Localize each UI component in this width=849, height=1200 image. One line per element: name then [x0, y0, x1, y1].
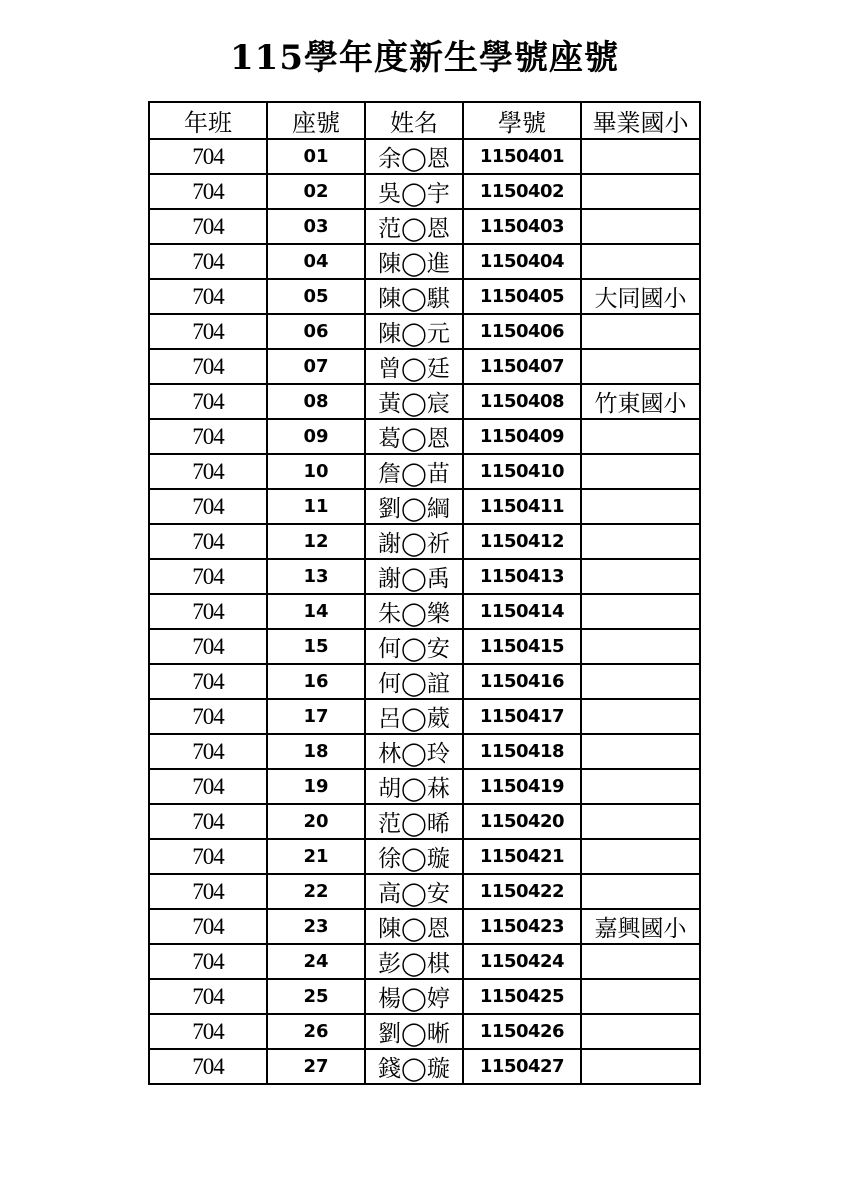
seat-number-cell: 05 — [267, 279, 365, 314]
class-cell: 704 — [149, 139, 267, 174]
student-id-cell: 1150405 — [463, 279, 581, 314]
student-id-cell: 1150415 — [463, 629, 581, 664]
class-cell: 704 — [149, 454, 267, 489]
table-row — [149, 279, 700, 314]
seat-number-cell: 01 — [267, 139, 365, 174]
class-cell: 704 — [149, 314, 267, 349]
seat-number-cell: 22 — [267, 874, 365, 909]
elementary-school-cell — [581, 979, 700, 1014]
elementary-school-cell — [581, 629, 700, 664]
table-row — [149, 909, 700, 944]
table-row — [149, 979, 700, 1014]
elementary-school-cell — [581, 489, 700, 524]
student-name-cell: 錢◯璇 — [365, 1049, 463, 1084]
elementary-school-cell — [581, 664, 700, 699]
student-id-cell: 1150427 — [463, 1049, 581, 1084]
table-row — [149, 559, 700, 594]
student-id-cell: 1150410 — [463, 454, 581, 489]
table-row — [149, 174, 700, 209]
seat-number-cell: 23 — [267, 909, 365, 944]
class-cell: 704 — [149, 874, 267, 909]
elementary-school-cell — [581, 524, 700, 559]
seat-number-cell: 21 — [267, 839, 365, 874]
student-id-cell: 1150426 — [463, 1014, 581, 1049]
student-id-cell: 1150423 — [463, 909, 581, 944]
student-name-cell: 范◯恩 — [365, 209, 463, 244]
elementary-school-cell — [581, 734, 700, 769]
table-row — [149, 1049, 700, 1084]
elementary-school-cell — [581, 209, 700, 244]
seat-number-cell: 03 — [267, 209, 365, 244]
student-id-cell: 1150417 — [463, 699, 581, 734]
header-seat-number: 座號 — [267, 102, 365, 139]
seat-number-cell: 04 — [267, 244, 365, 279]
student-id-cell: 1150407 — [463, 349, 581, 384]
student-id-cell: 1150412 — [463, 524, 581, 559]
elementary-school-cell — [581, 839, 700, 874]
class-cell: 704 — [149, 594, 267, 629]
table-row — [149, 664, 700, 699]
elementary-school-cell — [581, 804, 700, 839]
seat-number-cell: 10 — [267, 454, 365, 489]
seat-number-cell: 11 — [267, 489, 365, 524]
student-id-cell: 1150420 — [463, 804, 581, 839]
seat-number-cell: 19 — [267, 769, 365, 804]
student-name-cell: 陳◯進 — [365, 244, 463, 279]
seat-number-cell: 08 — [267, 384, 365, 419]
class-cell: 704 — [149, 664, 267, 699]
student-name-cell: 朱◯樂 — [365, 594, 463, 629]
seat-number-cell: 15 — [267, 629, 365, 664]
seat-number-cell: 26 — [267, 1014, 365, 1049]
student-id-cell: 1150421 — [463, 839, 581, 874]
seat-number-cell: 24 — [267, 944, 365, 979]
table-row — [149, 839, 700, 874]
student-name-cell: 曾◯廷 — [365, 349, 463, 384]
table-row — [149, 594, 700, 629]
student-name-cell: 謝◯禹 — [365, 559, 463, 594]
seat-number-cell: 12 — [267, 524, 365, 559]
student-id-cell: 1150402 — [463, 174, 581, 209]
elementary-school-cell — [581, 139, 700, 174]
student-id-cell: 1150422 — [463, 874, 581, 909]
class-cell: 704 — [149, 209, 267, 244]
header-student-id: 學號 — [463, 102, 581, 139]
class-cell: 704 — [149, 524, 267, 559]
student-name-cell: 詹◯苗 — [365, 454, 463, 489]
student-name-cell: 吳◯宇 — [365, 174, 463, 209]
seat-number-cell: 09 — [267, 419, 365, 454]
page-title: 115學年度新生學號座號 — [230, 38, 619, 78]
class-cell: 704 — [149, 629, 267, 664]
class-cell: 704 — [149, 279, 267, 314]
elementary-school-cell: 大同國小 — [581, 279, 700, 314]
table-row — [149, 349, 700, 384]
seat-number-cell: 16 — [267, 664, 365, 699]
table-row — [149, 314, 700, 349]
elementary-school-cell — [581, 174, 700, 209]
table-row — [149, 874, 700, 909]
student-id-cell: 1150419 — [463, 769, 581, 804]
table-row — [149, 769, 700, 804]
header-class: 年班 — [149, 102, 267, 139]
class-cell: 704 — [149, 349, 267, 384]
student-id-cell: 1150416 — [463, 664, 581, 699]
elementary-school-cell — [581, 314, 700, 349]
class-cell: 704 — [149, 909, 267, 944]
student-name-cell: 徐◯璇 — [365, 839, 463, 874]
seat-number-cell: 13 — [267, 559, 365, 594]
student-name-cell: 呂◯葳 — [365, 699, 463, 734]
student-name-cell: 陳◯元 — [365, 314, 463, 349]
seat-number-cell: 06 — [267, 314, 365, 349]
elementary-school-cell: 嘉興國小 — [581, 909, 700, 944]
student-name-cell: 何◯誼 — [365, 664, 463, 699]
student-id-cell: 1150418 — [463, 734, 581, 769]
elementary-school-cell: 竹東國小 — [581, 384, 700, 419]
elementary-school-cell — [581, 1049, 700, 1084]
student-id-cell: 1150408 — [463, 384, 581, 419]
student-name-cell: 陳◯恩 — [365, 909, 463, 944]
seat-number-cell: 17 — [267, 699, 365, 734]
elementary-school-cell — [581, 419, 700, 454]
student-id-cell: 1150404 — [463, 244, 581, 279]
student-name-cell: 彭◯棋 — [365, 944, 463, 979]
student-name-cell: 范◯晞 — [365, 804, 463, 839]
table-body — [149, 139, 700, 1084]
table-row — [149, 629, 700, 664]
class-cell: 704 — [149, 979, 267, 1014]
seat-number-cell: 20 — [267, 804, 365, 839]
student-name-cell: 劉◯綱 — [365, 489, 463, 524]
class-cell: 704 — [149, 839, 267, 874]
student-name-cell: 陳◯騏 — [365, 279, 463, 314]
elementary-school-cell — [581, 944, 700, 979]
student-name-cell: 余◯恩 — [365, 139, 463, 174]
table-row — [149, 209, 700, 244]
table-row — [149, 944, 700, 979]
header-name: 姓名 — [365, 102, 463, 139]
elementary-school-cell — [581, 349, 700, 384]
student-name-cell: 葛◯恩 — [365, 419, 463, 454]
class-cell: 704 — [149, 174, 267, 209]
seat-number-cell: 14 — [267, 594, 365, 629]
class-cell: 704 — [149, 419, 267, 454]
class-cell: 704 — [149, 734, 267, 769]
student-name-cell: 林◯玲 — [365, 734, 463, 769]
student-id-cell: 1150411 — [463, 489, 581, 524]
student-id-cell: 1150406 — [463, 314, 581, 349]
class-cell: 704 — [149, 699, 267, 734]
elementary-school-cell — [581, 874, 700, 909]
table-row — [149, 454, 700, 489]
class-cell: 704 — [149, 769, 267, 804]
student-name-cell: 黃◯宸 — [365, 384, 463, 419]
student-id-cell: 1150425 — [463, 979, 581, 1014]
seat-number-cell: 25 — [267, 979, 365, 1014]
student-name-cell: 何◯安 — [365, 629, 463, 664]
student-name-cell: 高◯安 — [365, 874, 463, 909]
table-row — [149, 384, 700, 419]
elementary-school-cell — [581, 594, 700, 629]
student-name-cell: 胡◯菻 — [365, 769, 463, 804]
class-cell: 704 — [149, 244, 267, 279]
table-row — [149, 804, 700, 839]
student-name-cell: 楊◯婷 — [365, 979, 463, 1014]
seat-number-cell: 07 — [267, 349, 365, 384]
elementary-school-cell — [581, 454, 700, 489]
table-row — [149, 524, 700, 559]
seat-number-cell: 18 — [267, 734, 365, 769]
seat-number-cell: 27 — [267, 1049, 365, 1084]
elementary-school-cell — [581, 1014, 700, 1049]
elementary-school-cell — [581, 699, 700, 734]
table-row — [149, 489, 700, 524]
student-roster-table — [148, 101, 701, 1085]
elementary-school-cell — [581, 769, 700, 804]
student-id-cell: 1150401 — [463, 139, 581, 174]
class-cell: 704 — [149, 944, 267, 979]
header-elementary-school: 畢業國小 — [581, 102, 700, 139]
table-row — [149, 1014, 700, 1049]
seat-number-cell: 02 — [267, 174, 365, 209]
class-cell: 704 — [149, 1049, 267, 1084]
student-id-cell: 1150413 — [463, 559, 581, 594]
class-cell: 704 — [149, 489, 267, 524]
class-cell: 704 — [149, 804, 267, 839]
student-name-cell: 謝◯祈 — [365, 524, 463, 559]
table-row — [149, 734, 700, 769]
table-row — [149, 244, 700, 279]
student-name-cell: 劉◯晰 — [365, 1014, 463, 1049]
table-row — [149, 699, 700, 734]
elementary-school-cell — [581, 559, 700, 594]
student-id-cell: 1150414 — [463, 594, 581, 629]
table-row — [149, 419, 700, 454]
student-id-cell: 1150403 — [463, 209, 581, 244]
student-id-cell: 1150424 — [463, 944, 581, 979]
student-id-cell: 1150409 — [463, 419, 581, 454]
class-cell: 704 — [149, 1014, 267, 1049]
class-cell: 704 — [149, 384, 267, 419]
table-row — [149, 139, 700, 174]
elementary-school-cell — [581, 244, 700, 279]
table-header-row — [149, 102, 700, 139]
class-cell: 704 — [149, 559, 267, 594]
